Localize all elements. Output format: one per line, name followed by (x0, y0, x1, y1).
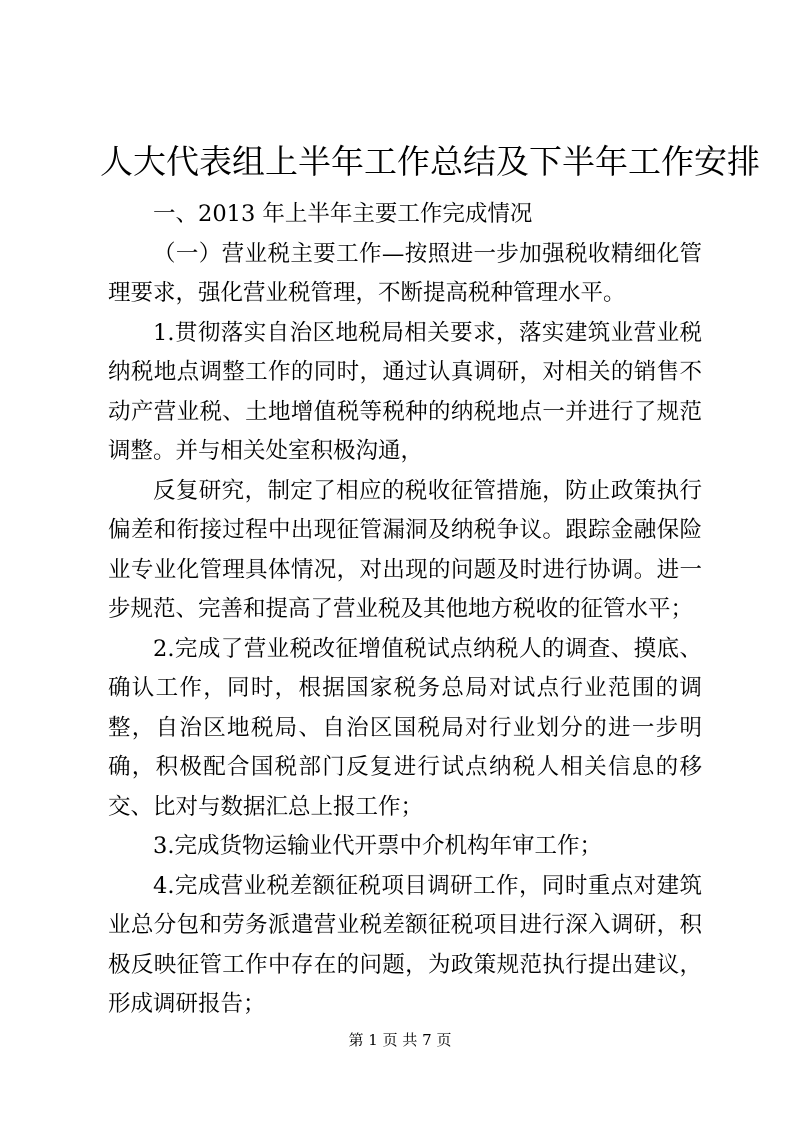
subsection-heading: （一）营业税主要工作—按照进一步加强税收精细化管理要求，强化营业税管理，不断提高税种管理水平。 (108, 240, 702, 306)
page-number-footer: 第 1 页 共 7 页 (348, 1031, 452, 1049)
section-heading: 一、2013 年上半年主要工作完成情况 (153, 201, 533, 227)
paragraph-continuation: 反复研究，制定了相应的税收征管措施，防止政策执行偏差和衔接过程中出现征管漏洞及纳税争议。跟踪金融保险业专业化管理具体情况，对出现的问题及时进行协调。进一步规范、完善和提高了营业税及其他地方税收的征管水平； (108, 477, 702, 622)
paragraph-item-4: 4.完成营业税差额征税项目调研工作，同时重点对建筑业总分包和劳务派遣营业税差额征税项目进行深入调研，积极反映征管工作中存在的问题，为政策规范执行提出建议，形成调研报告； (108, 872, 702, 1017)
paragraph-item-2: 2.完成了营业税改征增值税试点纳税人的调查、摸底、确认工作，同时，根据国家税务总局对试点行业范围的调整，自治区地税局、自治区国税局对行业划分的进一步明确，积极配合国税部门反复进行试点纳税人相关信息的移交、比对与数据汇总上报工作； (108, 635, 702, 820)
document-title: 人大代表组上半年工作总结及下半年工作安排 (100, 142, 760, 181)
paragraph-item-3: 3.完成货物运输业代开票中介机构年审工作； (153, 833, 602, 859)
document-body (108, 195, 702, 1025)
paragraph-item-1: 1.贯彻落实自治区地税局相关要求，落实建筑业营业税纳税地点调整工作的同时，通过认真调研，对相关的销售不动产营业税、土地增值税等税种的纳税地点一并进行了规范调整。并与相关处室积极沟通， (108, 319, 702, 464)
